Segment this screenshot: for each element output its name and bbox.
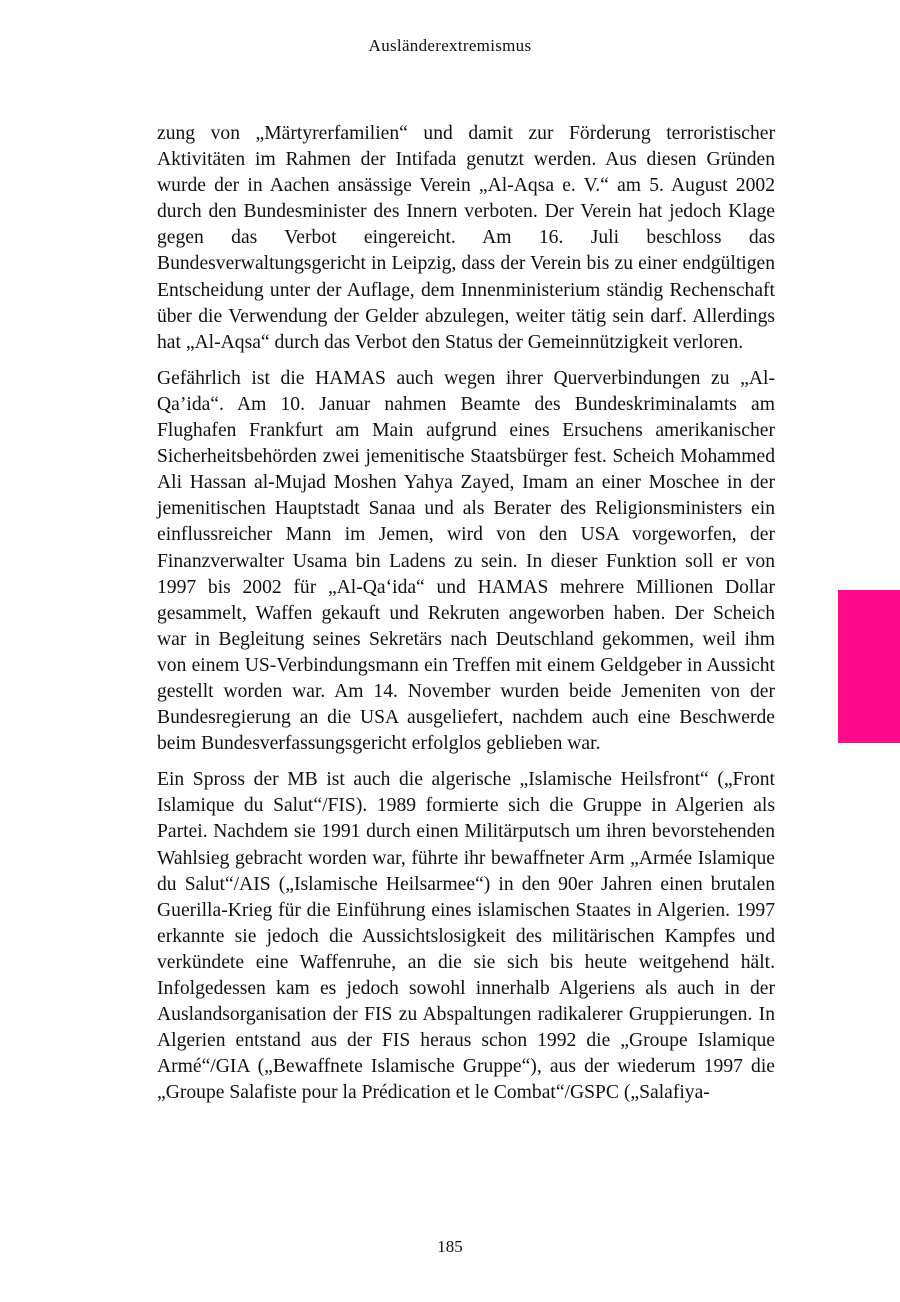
running-header: Ausländerextremismus xyxy=(368,36,532,55)
body-text xyxy=(157,121,775,1106)
page-number: 185 xyxy=(437,1237,463,1256)
paragraph-1: zung von „Märtyrerfamilien“ und damit zur Förderung terroristischer Aktivitäten im Rahmen der Intifada genutzt werden. Aus diesen Gründen wurde der in Aachen ansässige Verein „Al-Aqsa e. V.“ am 5. August 2002 durch den Bundesminister des Innern verboten. Der Verein hat jedoch Klage gegen das Verbot eingereicht. Am 16. Juli beschloss das Bundesverwaltungsgericht in Leipzig, dass der Verein bis zu einer endgültigen Entscheidung unter der Auflage, dem Innenministerium ständig Rechenschaft über die Verwendung der Gelder abzulegen, weiter tätig sein darf. Allerdings hat „Al-Aqsa“ durch das Verbot den Status der Gemeinnützigkeit verloren. xyxy=(157,123,775,353)
chapter-thumb-tab xyxy=(838,590,900,743)
paragraph-2: Gefährlich ist die HAMAS auch wegen ihrer Querverbindungen zu „Al-Qa’ida“. Am 10. Januar nahmen Beamte des Bundeskriminalamts am Flughafen Frankfurt am Main aufgrund eines Ersuchens amerikanischer Sicherheitsbehörden zwei jemenitische Staatsbürger fest. Scheich Mohammed Ali Hassan al-Mujad Moshen Yahya Zayed, Imam an einer Moschee in der jemenitischen Hauptstadt Sanaa und als Berater des Religionsministers ein einflussreicher Mann im Jemen, wird von den USA vorgeworfen, der Finanzverwalter Usama bin Ladens zu sein. In dieser Funktion soll er von 1997 bis 2002 für „Al-Qa‘ida“ und HAMAS mehrere Millionen Dollar gesammelt, Waffen gekauft und Rekruten angeworben haben. Der Scheich war in Begleitung seines Sekretärs nach Deutschland gekommen, weil ihm von einem US-Verbindungsmann ein Treffen mit einem Geldgeber in Aussicht gestellt worden war. Am 14. November wurden beide Jemeniten von der Bundesregierung an die USA ausgeliefert, nachdem auch eine Beschwerde beim Bundesverfassungsgericht erfolglos geblieben war. xyxy=(157,367,775,755)
paragraph-3: Ein Spross der MB ist auch die algerische „Islamische Heilsfront“ („Front Islamique du Salut“/FIS). 1989 formierte sich die Gruppe in Algerien als Partei. Nachdem sie 1991 durch einen Militärputsch um ihren bevorstehenden Wahlsieg gebracht worden war, führte ihr bewaffneter Arm „Armée Islamique du Salut“/AIS („Islamische Heilsarmee“) in den 90er Jahren einen brutalen Guerilla-Krieg für die Einführung eines islamischen Staates in Algerien. 1997 erkannte sie jedoch die Aussichtslosigkeit des militärischen Kampfes und verkündete eine Waffenruhe, an die sie sich bis heute weitgehend hält. Infolgedessen kam es jedoch sowohl innerhalb Algeriens als auch in der Auslandsorganisation der FIS zu Abspaltungen radikalerer Gruppierungen. In Algerien entstand aus der FIS heraus schon 1992 die „Groupe Islamique Armé“/GIA („Bewaffnete Islamische Gruppe“), aus der wiederum 1997 die „Groupe Salafiste pour la Prédication et le Combat“/GSPC („Salafiya- xyxy=(157,769,775,1104)
